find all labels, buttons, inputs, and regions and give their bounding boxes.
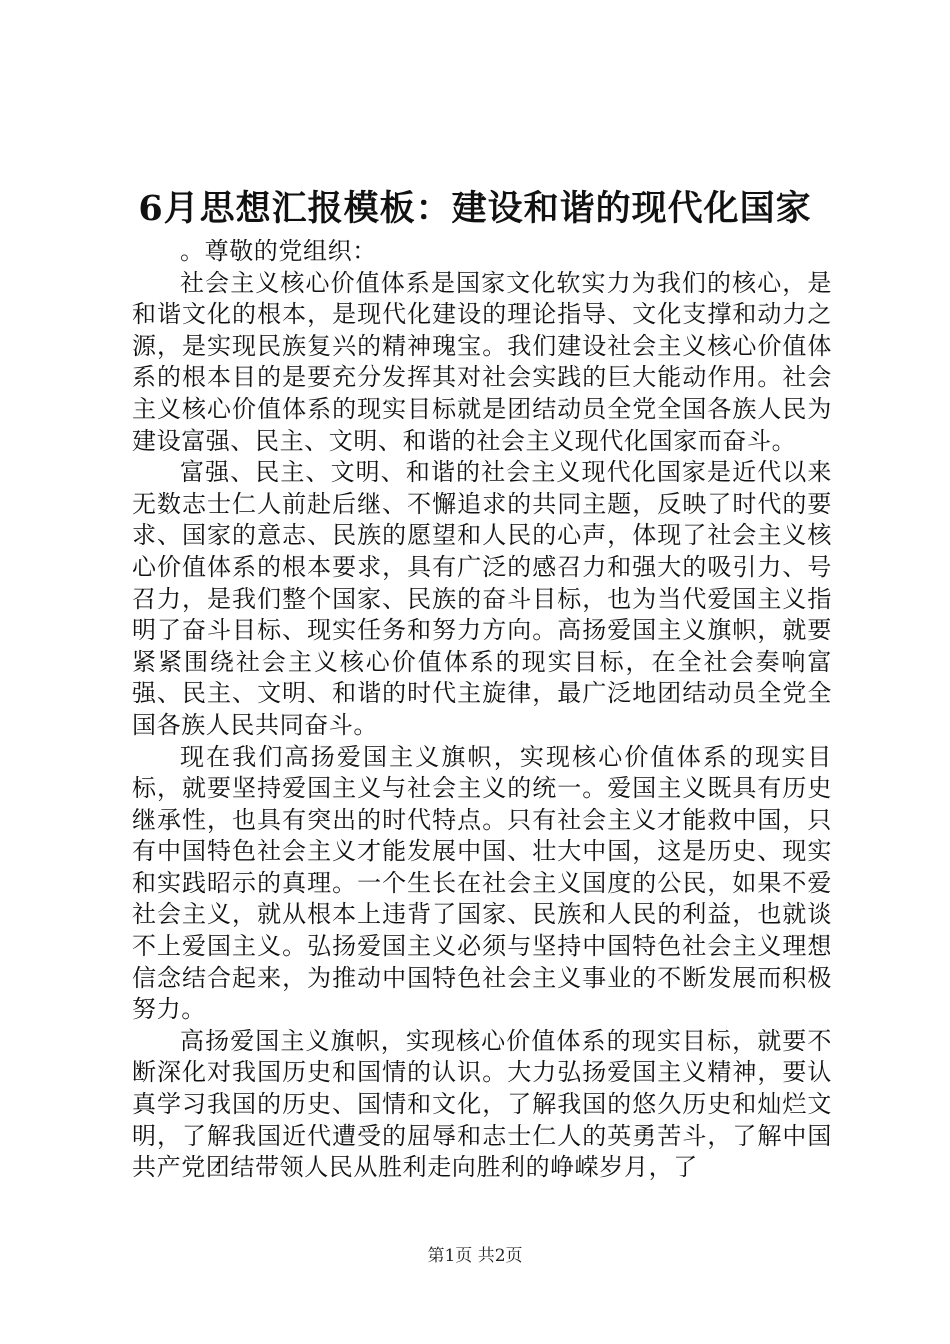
salutation: 。尊敬的党组织： (180, 237, 377, 265)
paragraph: 社会主义核心价值体系是国家文化软实力为我们的核心，是和谐文化的根本，是现代化建设的理论指导、文化支撑和动力之源，是实现民族复兴的精神瑰宝。我们建设社会主义核心价值体系的根本目的是要充分发挥其对社会实践的巨大能动作用。社会主义核心价值体系的现实目标就是团结动员全党全国各族人民为建设富强、民主、文明、和谐的社会主义现代化国家而奋斗。 (132, 268, 832, 455)
page-number-footer: 第1页 共2页 (427, 1246, 523, 1266)
document-title: 6月思想汇报模板：建设和谐的现代化国家 (138, 188, 812, 229)
document-body (132, 236, 832, 1184)
paragraph: 富强、民主、文明、和谐的社会主义现代化国家是近代以来无数志士仁人前赴后继、不懈追求的共同主题，反映了时代的要求、国家的意志、民族的愿望和人民的心声，体现了社会主义核心价值体系的根本要求，具有广泛的感召力和强大的吸引力、号召力，是我们整个国家、民族的奋斗目标，也为当代爱国主义指明了奋斗目标、现实任务和努力方向。高扬爱国主义旗帜，就要紧紧围绕社会主义核心价值体系的现实目标，在全社会奏响富强、民主、文明、和谐的时代主旋律，最广泛地团结动员全党全国各族人民共同奋斗。 (132, 458, 832, 739)
paragraph: 现在我们高扬爱国主义旗帜，实现核心价值体系的现实目标，就要坚持爱国主义与社会主义的统一。爱国主义既具有历史继承性，也具有突出的时代特点。只有社会主义才能救中国，只有中国特色社会主义才能发展中国、壮大中国，这是历史、现实和实践昭示的真理。一个生长在社会主义国度的公民，如果不爱社会主义，就从根本上违背了国家、民族和人民的利益，也就谈不上爱国主义。弘扬爱国主义必须与坚持中国特色社会主义理想信念结合起来，为推动中国特色社会主义事业的不断发展而积极努力。 (132, 742, 832, 1024)
paragraph: 高扬爱国主义旗帜，实现核心价值体系的现实目标，就要不断深化对我国历史和国情的认识。大力弘扬爱国主义精神，要认真学习我国的历史、国情和文化，了解我国的悠久历史和灿烂文明，了解我国近代遭受的屈辱和志士仁人的英勇苦斗，了解中国共产党团结带领人民从胜利走向胜利的峥嵘岁月，了 (132, 1026, 832, 1182)
